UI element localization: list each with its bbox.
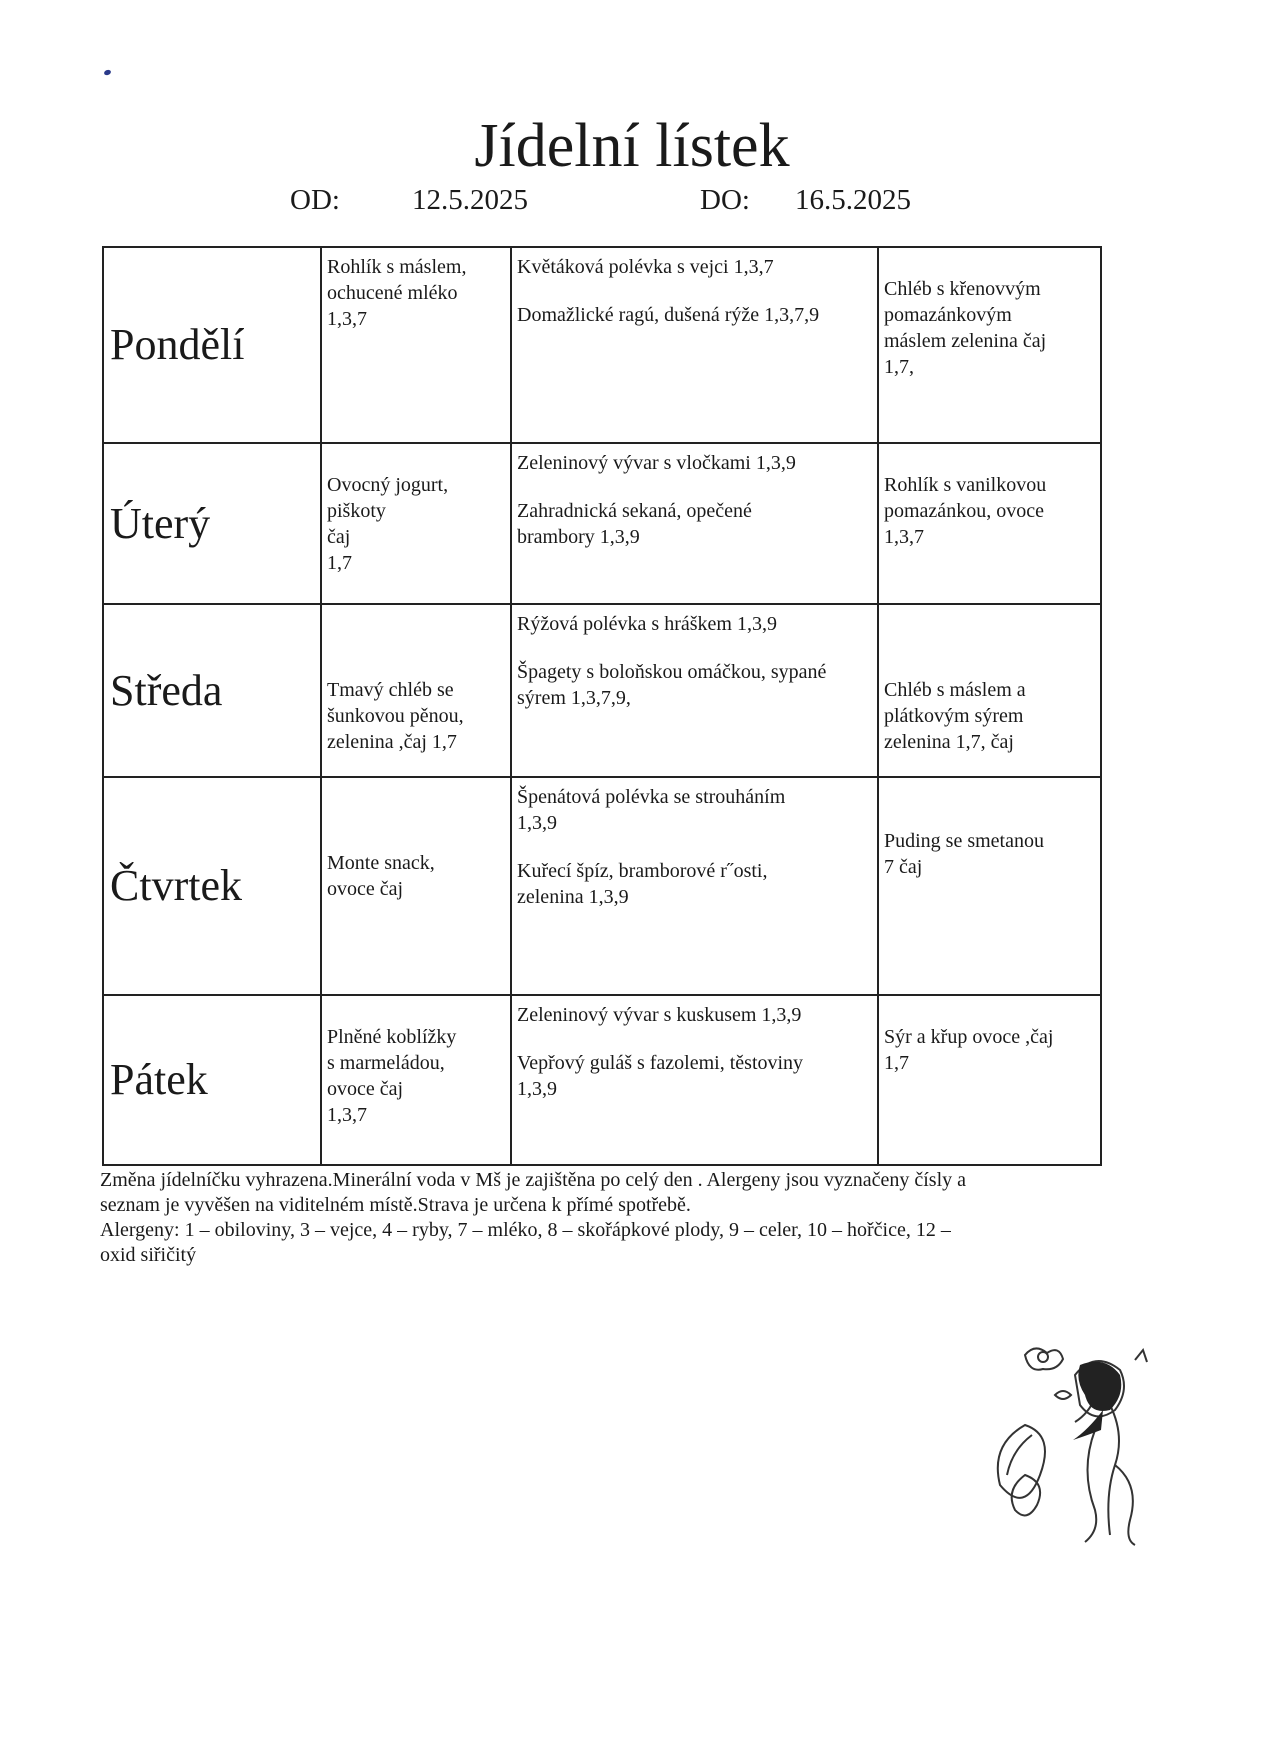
afternoon-snack-line: zelenina 1,7, čaj bbox=[884, 731, 1014, 754]
afternoon-snack-line bbox=[884, 450, 1096, 472]
morning-snack-line: 1,3,7 bbox=[327, 308, 367, 330]
morning-snack-line: piškoty bbox=[327, 500, 386, 523]
morning-snack-line: 1,7 bbox=[327, 552, 352, 575]
afternoon-snack-line: Sýr a křup ovoce ,čaj bbox=[884, 1026, 1054, 1049]
afternoon-snack-line: 1,7 bbox=[884, 1052, 909, 1075]
menu-row-utery bbox=[103, 443, 1101, 604]
lunch-line: Špenátová polévka se strouháním bbox=[517, 785, 786, 808]
morning-snack-line bbox=[327, 611, 506, 633]
morning-snack-cell bbox=[321, 777, 511, 995]
afternoon-snack-line: máslem zelenina čaj bbox=[884, 330, 1047, 352]
lunch-line: Zeleninový vývar s vločkami 1,3,9 bbox=[517, 452, 796, 475]
morning-snack-line bbox=[327, 450, 506, 472]
morning-snack-cell bbox=[321, 604, 511, 776]
morning-snack-cell bbox=[321, 247, 511, 443]
menu-row-streda bbox=[103, 604, 1101, 776]
notes-line: seznam je vyvěšen na viditelném místě.Strava je určena k přímé spotřebě. bbox=[100, 1194, 691, 1216]
menu-table bbox=[102, 246, 1102, 1166]
lunch-line: zelenina 1,3,9 bbox=[517, 885, 629, 908]
afternoon-snack-line: Rohlík s vanilkovou bbox=[884, 474, 1047, 497]
afternoon-snack-line bbox=[884, 1002, 1096, 1024]
afternoon-snack-line bbox=[884, 806, 1096, 828]
afternoon-snack-cell bbox=[878, 995, 1101, 1165]
afternoon-snack-line bbox=[884, 611, 1096, 633]
afternoon-snack-line: pomazánkovým bbox=[884, 304, 1012, 326]
do-label: DO: bbox=[700, 184, 750, 216]
afternoon-snack-cell bbox=[878, 247, 1101, 443]
morning-snack-line: ovoce čaj bbox=[327, 1078, 404, 1101]
afternoon-snack-line bbox=[884, 254, 1096, 276]
afternoon-snack-cell bbox=[878, 604, 1101, 776]
lunch-line: Kuřecí špíz, bramborové r˝osti, bbox=[517, 859, 768, 882]
morning-snack-line bbox=[327, 828, 506, 850]
morning-snack-cell bbox=[321, 443, 511, 604]
lunch-line bbox=[517, 476, 873, 498]
lunch-line bbox=[517, 280, 873, 302]
lunch-cell bbox=[511, 443, 878, 604]
lunch-line bbox=[517, 836, 873, 858]
morning-snack-line: čaj bbox=[327, 526, 351, 549]
lunch-cell bbox=[511, 247, 878, 443]
day-name: Středa bbox=[103, 604, 321, 776]
allergens-line: oxid siřičitý bbox=[100, 1244, 197, 1266]
lunch-line: Květáková polévka s vejci 1,3,7 bbox=[517, 256, 774, 278]
morning-snack-line: šunkovou pěnou, bbox=[327, 705, 464, 728]
do-date: 16.5.2025 bbox=[795, 184, 911, 216]
lunch-line bbox=[517, 637, 873, 659]
morning-snack-line: zelenina ,čaj 1,7 bbox=[327, 731, 457, 754]
lunch-line: 1,3,9 bbox=[517, 811, 557, 834]
menu-row-ctvrtek bbox=[103, 777, 1101, 995]
afternoon-snack-line: Chléb s máslem a bbox=[884, 679, 1026, 702]
page-title: Jídelní lístek bbox=[474, 112, 790, 180]
lunch-line: Špagety s boloňskou omáčkou, sypané bbox=[517, 661, 827, 684]
lunch-line: Zahradnická sekaná, opečené bbox=[517, 500, 752, 523]
day-name: Čtvrtek bbox=[103, 777, 321, 995]
morning-snack-line: Monte snack, bbox=[327, 851, 435, 874]
afternoon-snack-line: 7 čaj bbox=[884, 855, 923, 878]
morning-snack-line: Plněné koblížky bbox=[327, 1026, 457, 1049]
lunch-line: brambory 1,3,9 bbox=[517, 526, 640, 549]
afternoon-snack-line bbox=[884, 784, 1096, 806]
notes-block bbox=[100, 1168, 1100, 1268]
morning-snack-cell bbox=[321, 995, 511, 1165]
menu-row-pondeli bbox=[103, 247, 1101, 443]
morning-snack-line: ochucené mléko bbox=[327, 282, 458, 304]
jasmine-illustration bbox=[985, 1335, 1170, 1551]
lunch-line: Zeleninový vývar s kuskusem 1,3,9 bbox=[517, 1004, 802, 1027]
afternoon-snack-line: Puding se smetanou bbox=[884, 829, 1044, 852]
morning-snack-line bbox=[327, 1002, 506, 1024]
afternoon-snack-line: Chléb s křenovvým bbox=[884, 278, 1041, 300]
lunch-cell bbox=[511, 604, 878, 776]
morning-snack-line bbox=[327, 633, 506, 655]
lunch-line: sýrem 1,3,7,9, bbox=[517, 687, 631, 710]
lunch-line bbox=[517, 1028, 873, 1050]
morning-snack-line: 1,3,7 bbox=[327, 1104, 367, 1127]
afternoon-snack-cell bbox=[878, 777, 1101, 995]
morning-snack-line: s marmeládou, bbox=[327, 1052, 445, 1075]
allergens-line: Alergeny: 1 – obiloviny, 3 – vejce, 4 – ryby, 7 – mléko, 8 – skořápkové plody, 9 – celer, 10 – hořčice, 12 – bbox=[100, 1219, 951, 1241]
od-date: 12.5.2025 bbox=[412, 184, 528, 216]
morning-snack-line bbox=[327, 806, 506, 828]
afternoon-snack-line bbox=[884, 655, 1096, 677]
morning-snack-line bbox=[327, 655, 506, 677]
lunch-line: 1,3,9 bbox=[517, 1078, 557, 1101]
afternoon-snack-line: pomazánkou, ovoce bbox=[884, 500, 1044, 523]
morning-snack-line: Tmavý chléb se bbox=[327, 679, 454, 702]
ink-speck bbox=[103, 69, 111, 76]
menu-row-patek bbox=[103, 995, 1101, 1165]
afternoon-snack-line bbox=[884, 633, 1096, 655]
morning-snack-line: Rohlík s máslem, bbox=[327, 256, 467, 278]
lunch-line: Rýžová polévka s hráškem 1,3,9 bbox=[517, 613, 777, 636]
day-name: Pondělí bbox=[103, 247, 321, 443]
afternoon-snack-line: plátkovým sýrem bbox=[884, 705, 1024, 728]
morning-snack-line: Ovocný jogurt, bbox=[327, 474, 449, 497]
morning-snack-line bbox=[327, 784, 506, 806]
lunch-line: Vepřový guláš s fazolemi, těstoviny bbox=[517, 1052, 804, 1075]
lunch-line: Domažlické ragú, dušená rýže 1,3,7,9 bbox=[517, 304, 820, 326]
afternoon-snack-line: 1,7, bbox=[884, 356, 914, 378]
morning-snack-line: ovoce čaj bbox=[327, 877, 404, 900]
lunch-cell bbox=[511, 995, 878, 1165]
day-name: Úterý bbox=[103, 443, 321, 604]
notes-line: Změna jídelníčku vyhrazena.Minerální voda v Mš je zajištěna po celý den . Alergeny jsou vyznačeny čísly a bbox=[100, 1169, 967, 1191]
afternoon-snack-line: 1,3,7 bbox=[884, 526, 924, 549]
lunch-cell bbox=[511, 777, 878, 995]
day-name: Pátek bbox=[103, 995, 321, 1165]
od-label: OD: bbox=[290, 184, 340, 216]
afternoon-snack-cell bbox=[878, 443, 1101, 604]
